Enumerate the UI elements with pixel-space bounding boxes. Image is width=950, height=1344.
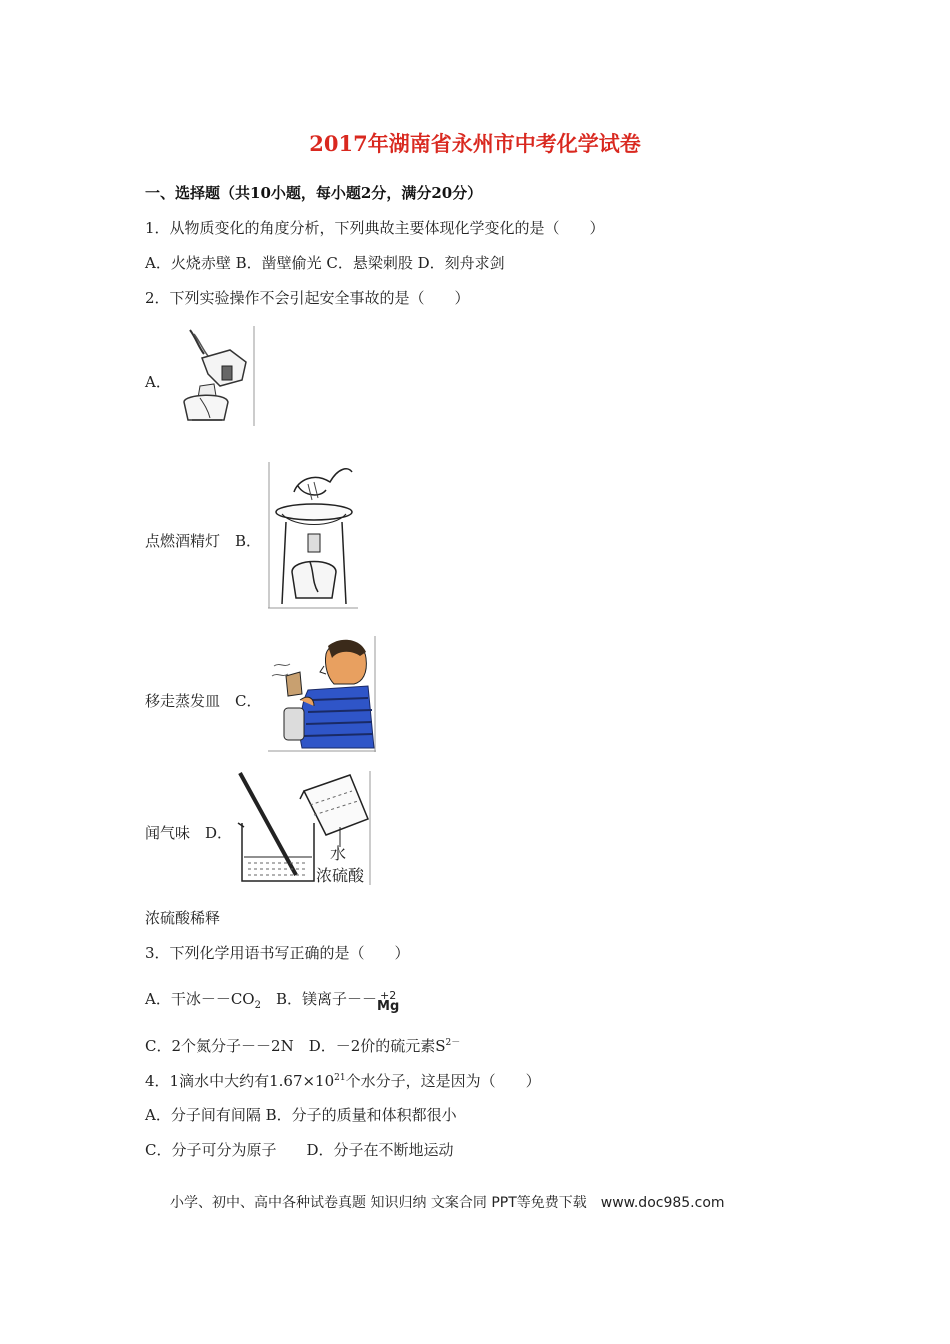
q3-option-b: B．镁离子－－	[260, 990, 378, 1008]
acid-label: 浓硫酸	[316, 866, 365, 885]
question-4-options-ab: A．分子间有间隔 B．分子的质量和体积都很小	[145, 1106, 457, 1124]
water-label: 水	[330, 844, 347, 863]
page-footer: 小学、初中、高中各种试卷真题 知识归纳 文案合同 PPT等免费下载 www.doc985.com	[170, 1195, 725, 1211]
option-b-prefix: 点燃酒精灯 B．	[145, 532, 262, 550]
question-1-options: A．火烧赤壁 B．凿壁偷光 C．悬梁刺股 D．刻舟求剑	[145, 254, 505, 272]
option-c-prefix: 移走蒸发皿 C．	[145, 692, 262, 710]
q3-option-a: A．干冰－－CO	[145, 990, 255, 1008]
alcohol-lamp-figure	[170, 324, 256, 428]
option-a-label: A．	[145, 373, 171, 391]
option-d-suffix: 浓硫酸稀释	[145, 909, 221, 927]
smelling-figure	[268, 636, 378, 752]
q4-stem-pre: 4．1滴水中大约有1.67×10	[145, 1072, 335, 1090]
acid-dilution-figure	[234, 771, 374, 885]
page-title: 2017年湖南省永州市中考化学试卷	[309, 131, 641, 156]
mg-symbol: Mg	[377, 999, 400, 1014]
q4-stem-post: 个水分子，这是因为（ ）	[345, 1072, 541, 1090]
q3-co2-subscript: 2	[254, 1000, 261, 1011]
q3-options-cd: C．2个氮分子－－2N D．－2价的硫元素S	[145, 1037, 446, 1055]
question-2-stem: 2．下列实验操作不会引起安全事故的是（ ）	[145, 289, 470, 307]
question-3-stem: 3．下列化学用语书写正确的是（ ）	[145, 944, 410, 962]
question-3-line-1	[145, 988, 399, 1012]
question-1-stem: 1．从物质变化的角度分析，下列典故主要体现化学变化的是（ ）	[145, 219, 605, 237]
magnesium-notation	[377, 990, 399, 1012]
evaporating-dish-figure	[268, 462, 360, 610]
question-3-line-2	[145, 1035, 460, 1056]
question-4-options-cd: C．分子可分为原子 D．分子在不断地运动	[145, 1141, 454, 1159]
mg-charge: +2	[380, 989, 397, 1002]
question-4-stem	[145, 1070, 541, 1091]
option-d-prefix: 闻气味 D．	[145, 824, 233, 842]
sulfur-charge: 2－	[445, 1038, 461, 1048]
section-heading: 一、选择题（共10小题，每小题2分，满分20分）	[145, 184, 483, 202]
q4-exponent: 21	[334, 1073, 346, 1083]
